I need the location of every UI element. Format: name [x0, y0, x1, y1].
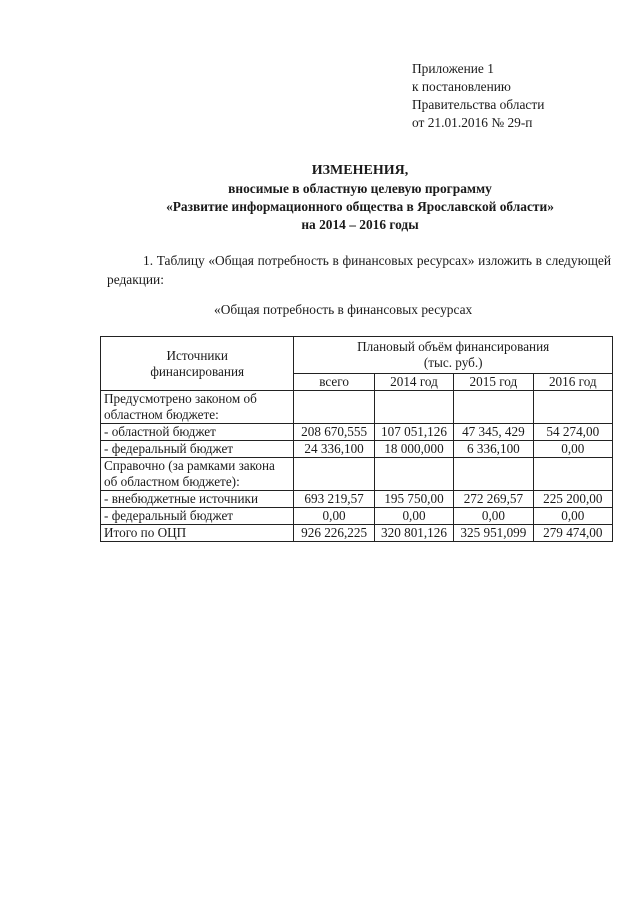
appendix-line: Правительства области [412, 97, 545, 112]
financing-table [100, 336, 613, 542]
cell-value: 208 670,555 [294, 424, 374, 441]
appendix-line: к постановлению [412, 79, 511, 94]
cell-value: 279 474,00 [533, 525, 612, 542]
appendix-note [412, 60, 544, 132]
cell-value: 54 274,00 [533, 424, 612, 441]
header-source [101, 337, 294, 391]
table-row [101, 491, 613, 508]
empty-cell [374, 458, 453, 491]
cell-value: 24 336,100 [294, 441, 374, 458]
col-header-2016: 2016 год [533, 374, 612, 391]
table-caption: «Общая потребность в финансовых ресурсах [214, 302, 473, 317]
cell-value: 926 226,225 [294, 525, 374, 542]
appendix-line: от 21.01.2016 № 29-п [412, 115, 533, 130]
cell-value: 6 336,100 [454, 441, 533, 458]
cell-value: 272 269,57 [454, 491, 533, 508]
document-title [100, 162, 620, 234]
empty-cell [294, 458, 374, 491]
body-paragraph: 1. Таблицу «Общая потребность в финансовых ресурсах» изложить в следующей редакции: [107, 253, 611, 287]
cell-value: 0,00 [533, 508, 612, 525]
cell-value: 0,00 [454, 508, 533, 525]
title-main: ИЗМЕНЕНИЯ, [311, 163, 409, 178]
col-header-2014: 2014 год [374, 374, 453, 391]
cell-value: 0,00 [374, 508, 453, 525]
col-header-2015: 2015 год [454, 374, 533, 391]
header-source-label: Источники финансирования [150, 347, 245, 379]
empty-cell [454, 458, 533, 491]
header-plan [294, 337, 613, 374]
table-row [101, 508, 613, 525]
title-line: вносимые в областную целевую программу [228, 181, 492, 196]
section-label: Предусмотрено законом об областном бюджете: [101, 391, 294, 424]
row-label: Итого по ОЦП [101, 525, 294, 542]
appendix-line: Приложение 1 [412, 61, 494, 76]
cell-value: 0,00 [294, 508, 374, 525]
table-header-row [101, 337, 613, 374]
empty-cell [294, 391, 374, 424]
empty-cell [374, 391, 453, 424]
row-label: - областной бюджет [101, 424, 294, 441]
cell-value: 693 219,57 [294, 491, 374, 508]
row-label: - федеральный бюджет [101, 441, 294, 458]
cell-value: 225 200,00 [533, 491, 612, 508]
empty-cell [454, 391, 533, 424]
row-label: - внебюджетные источники [101, 491, 294, 508]
cell-value: 320 801,126 [374, 525, 453, 542]
cell-value: 18 000,000 [374, 441, 453, 458]
empty-cell [533, 458, 612, 491]
cell-value: 325 951,099 [454, 525, 533, 542]
table-row [101, 441, 613, 458]
empty-cell [533, 391, 612, 424]
table-section-row [101, 391, 613, 424]
cell-value: 195 750,00 [374, 491, 453, 508]
table-total-row [101, 525, 613, 542]
header-plan-label: Плановый объём финансирования (тыс. руб.) [357, 339, 550, 370]
table-section-row [101, 458, 613, 491]
row-label: - федеральный бюджет [101, 508, 294, 525]
col-header-total: всего [294, 374, 374, 391]
cell-value: 47 345, 429 [454, 424, 533, 441]
section-label: Справочно (за рамками закона об областном бюджете): [101, 458, 294, 491]
title-line: на 2014 – 2016 годы [301, 217, 419, 232]
table-row [101, 424, 613, 441]
cell-value: 0,00 [533, 441, 612, 458]
cell-value: 107 051,126 [374, 424, 453, 441]
title-line: «Развитие информационного общества в Ярославской области» [166, 199, 554, 214]
